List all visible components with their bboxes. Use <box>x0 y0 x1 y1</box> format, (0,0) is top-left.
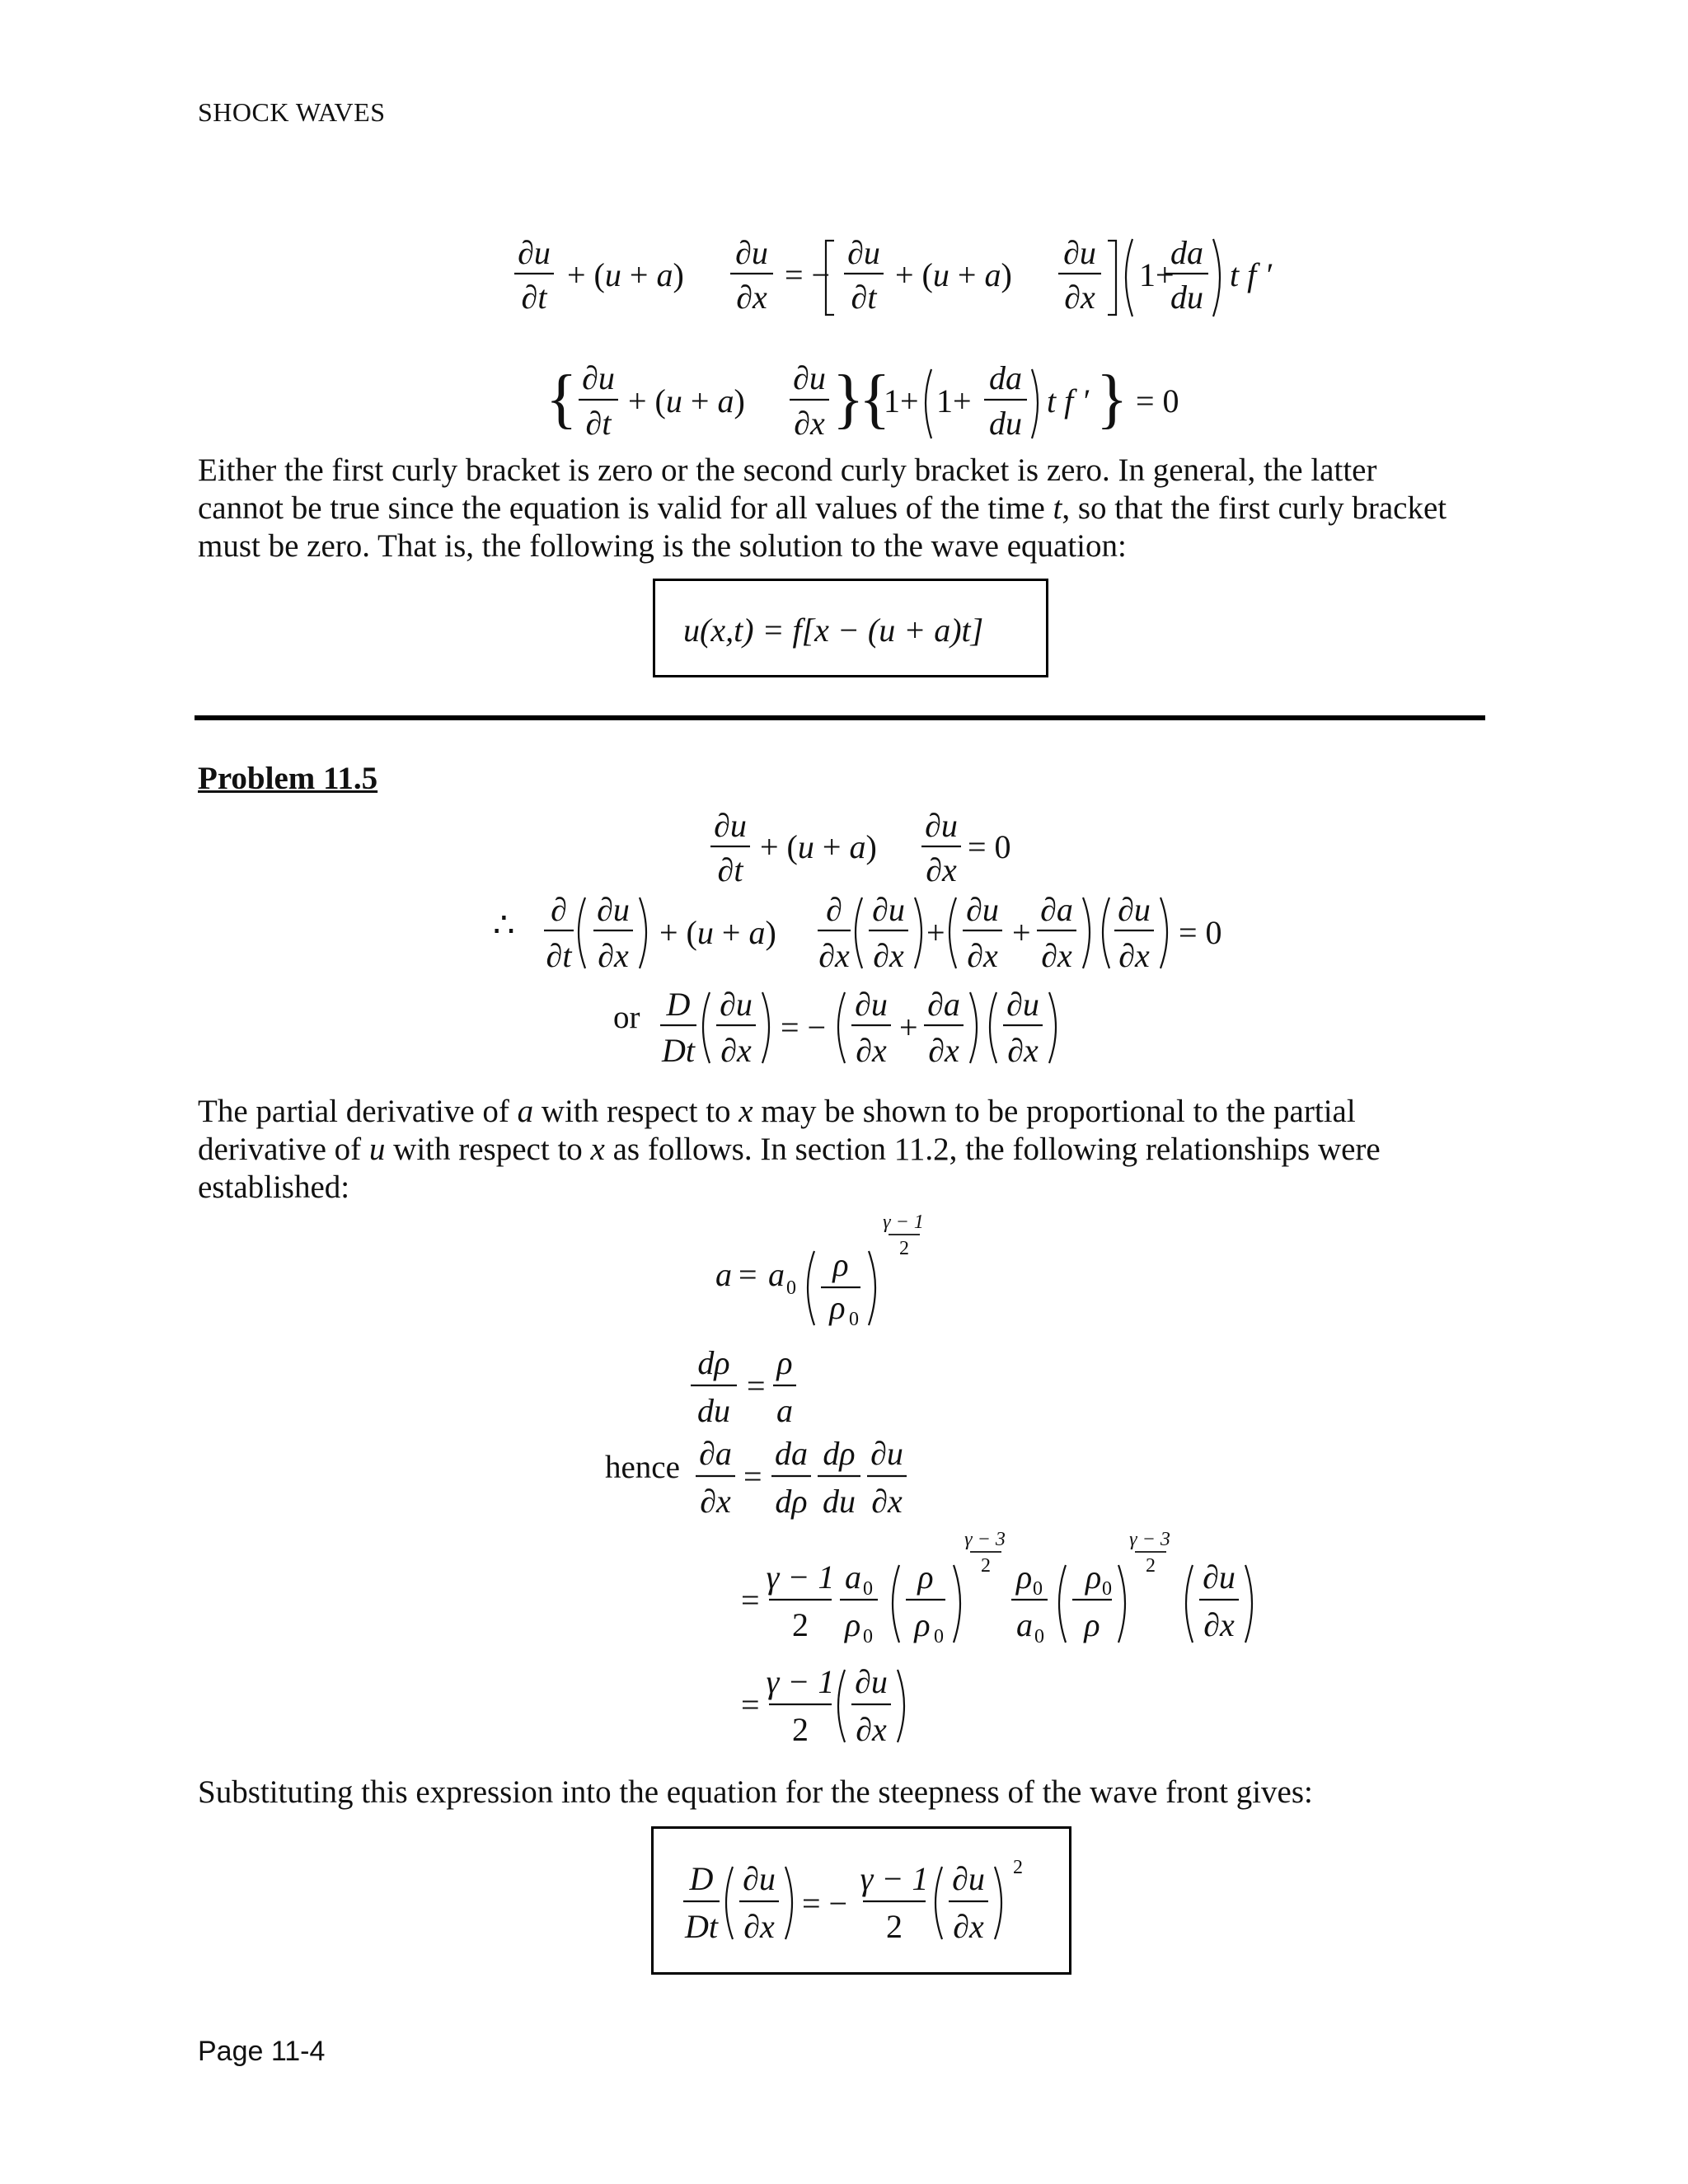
equation-equals-zero <box>1136 354 1202 462</box>
svg-text:0: 0 <box>1102 1578 1112 1600</box>
svg-text:∂x: ∂x <box>871 1483 903 1520</box>
svg-text:∂u: ∂u <box>952 1860 985 1897</box>
svg-text:0: 0 <box>863 1578 873 1600</box>
svg-text:0: 0 <box>786 1277 796 1299</box>
svg-text:2: 2 <box>886 1908 903 1945</box>
svg-text:∂u: ∂u <box>735 234 768 271</box>
svg-text:t f ′: t f ′ <box>1047 382 1089 419</box>
svg-text:∂x: ∂x <box>856 1032 887 1069</box>
svg-text:∂x: ∂x <box>818 937 850 974</box>
svg-text:∂x: ∂x <box>926 851 957 888</box>
svg-text:∂a: ∂a <box>1040 891 1073 928</box>
equation-equals-zero-2 <box>1179 886 1245 985</box>
steepness-equation-formula <box>678 1850 1049 1957</box>
svg-text:du: du <box>989 405 1022 442</box>
svg-text:∂t: ∂t <box>851 279 877 316</box>
svg-text:ρ: ρ <box>1016 1558 1033 1596</box>
svg-text:=: = <box>738 1256 757 1293</box>
svg-text:+ (u + a): + (u + a) <box>895 256 1012 293</box>
svg-text:∂x: ∂x <box>743 1908 775 1945</box>
svg-text:D: D <box>666 986 691 1023</box>
page-number: Page 11-4 <box>198 2036 326 2067</box>
svg-text:1+: 1+ <box>936 382 972 419</box>
svg-text:a: a <box>845 1558 861 1596</box>
svg-text:+: + <box>926 914 945 951</box>
svg-text:ρ: ρ <box>829 1289 846 1326</box>
svg-text:=: = <box>741 1582 760 1619</box>
equation-tail-tf <box>1226 223 1292 338</box>
svg-text:∂x: ∂x <box>967 937 998 974</box>
svg-text:γ − 1: γ − 1 <box>860 1860 929 1897</box>
equation-material-derivative <box>655 981 1067 1080</box>
svg-text:γ − 3: γ − 3 <box>964 1529 1006 1550</box>
equation-sound-speed-density <box>709 1212 940 1335</box>
svg-text:ρ: ρ <box>917 1558 934 1596</box>
svg-text:∂u: ∂u <box>714 807 747 844</box>
svg-text:γ − 1: γ − 1 <box>766 1663 835 1700</box>
svg-text:1+: 1+ <box>884 382 919 419</box>
svg-text:a: a <box>715 1256 732 1293</box>
equation-expanded-product <box>738 1529 1265 1652</box>
svg-text:∂u: ∂u <box>847 234 880 271</box>
paragraph-either-bracket: Either the first curly bracket is zero or the second curly bracket is zero. In general, the latter cannot be true since the equation is valid for all values of the time t, so that the first curly bracket must be zero. That is, the following is the solution to the wave equation: <box>198 452 1447 564</box>
svg-text:∂u: ∂u <box>925 807 958 844</box>
svg-text:∂x: ∂x <box>700 1483 731 1520</box>
boxed-wave-solution <box>653 579 1048 677</box>
svg-text:da: da <box>775 1435 808 1472</box>
svg-text:∂a: ∂a <box>927 986 960 1023</box>
svg-text:∂: ∂ <box>551 891 567 928</box>
svg-text:}: } <box>832 363 865 435</box>
svg-text:∂u: ∂u <box>872 891 905 928</box>
word-or: or <box>613 1000 640 1035</box>
svg-text:2: 2 <box>792 1711 809 1748</box>
svg-text:+: + <box>1012 914 1031 951</box>
svg-text:+: + <box>899 1009 918 1046</box>
svg-text:= 0: = 0 <box>1179 914 1222 951</box>
svg-text:+ (u + a): + (u + a) <box>567 256 684 293</box>
svg-text:Dt: Dt <box>662 1032 695 1069</box>
svg-text:∂u: ∂u <box>582 359 615 396</box>
svg-text:2: 2 <box>1013 1857 1023 1878</box>
svg-text:}: } <box>1096 363 1128 435</box>
svg-text:da: da <box>1170 234 1203 271</box>
svg-text:∂: ∂ <box>826 891 842 928</box>
svg-text:∂u: ∂u <box>966 891 999 928</box>
svg-text:∂x: ∂x <box>953 1908 984 1945</box>
svg-text:∂t: ∂t <box>585 405 612 442</box>
svg-text:2: 2 <box>1146 1555 1156 1577</box>
svg-text:a: a <box>768 1256 785 1293</box>
svg-text:∂x: ∂x <box>598 937 629 974</box>
equation-drho-du <box>684 1339 816 1430</box>
svg-text:=: = <box>747 1367 766 1404</box>
svg-text:∂t: ∂t <box>521 279 547 316</box>
svg-text:ρ: ρ <box>914 1606 931 1643</box>
svg-text:∂x: ∂x <box>1041 937 1072 974</box>
svg-text:γ − 3: γ − 3 <box>1129 1529 1170 1550</box>
svg-text:= −: = − <box>785 256 831 293</box>
svg-text:=: = <box>743 1458 762 1495</box>
svg-text:∂x: ∂x <box>856 1711 887 1748</box>
svg-text:∂x: ∂x <box>720 1032 752 1069</box>
svg-text:2: 2 <box>899 1238 909 1259</box>
svg-text:2: 2 <box>792 1606 809 1643</box>
svg-text:dρ: dρ <box>775 1483 808 1520</box>
svg-text:ρ: ρ <box>832 1246 849 1283</box>
svg-text:∂u: ∂u <box>870 1435 903 1472</box>
svg-text:2: 2 <box>981 1555 991 1577</box>
svg-text:=: = <box>741 1686 760 1723</box>
svg-text:∂x: ∂x <box>794 405 825 442</box>
svg-text:{: { <box>546 363 578 435</box>
svg-text:ρ: ρ <box>1084 1606 1100 1643</box>
svg-text:∂u: ∂u <box>720 986 753 1023</box>
running-header: SHOCK WAVES <box>198 97 386 127</box>
svg-text:= −: = − <box>802 1885 848 1922</box>
svg-text:0: 0 <box>934 1626 944 1647</box>
svg-text:∂u: ∂u <box>1063 234 1096 271</box>
svg-text:∂x: ∂x <box>736 279 767 316</box>
svg-text:∂u: ∂u <box>793 359 826 396</box>
svg-text:= −: = − <box>781 1009 827 1046</box>
equation-differentiated <box>536 886 1195 985</box>
svg-text:∂t: ∂t <box>717 851 743 888</box>
svg-text:+ (u + a): + (u + a) <box>628 382 745 419</box>
equation-wave-derivation <box>495 223 1236 338</box>
svg-text:∂x: ∂x <box>1118 937 1150 974</box>
svg-text:∂u: ∂u <box>597 891 630 928</box>
svg-text:∂u: ∂u <box>855 1663 888 1700</box>
paragraph-partial-derivative: The partial derivative of a with respect to x may be shown to be proportional to the partial derivative of u with respect to x as follows. In section 11.2, the following relationships were established: <box>198 1094 1381 1205</box>
svg-text:dρ: dρ <box>823 1435 856 1472</box>
equation-wave-equation <box>701 804 1011 894</box>
svg-text:+ (u + a): + (u + a) <box>659 914 776 951</box>
boxed-steepness-equation <box>651 1826 1071 1975</box>
svg-text:du: du <box>1170 279 1203 316</box>
problem-heading: Problem 11.5 <box>198 761 378 796</box>
svg-text:ρ: ρ <box>776 1344 793 1381</box>
svg-text:du: du <box>697 1392 730 1429</box>
svg-text:a: a <box>1016 1606 1033 1643</box>
svg-text:du: du <box>823 1483 856 1520</box>
svg-text:+ (u + a): + (u + a) <box>760 828 877 865</box>
svg-text:D: D <box>689 1860 714 1897</box>
wave-solution-formula: u(x,t) = f[x − (u + a)t] <box>683 612 984 649</box>
svg-text:{: { <box>859 363 891 435</box>
svg-text:∂u: ∂u <box>743 1860 776 1897</box>
svg-text:∂u: ∂u <box>1006 986 1039 1023</box>
svg-text:Dt: Dt <box>685 1908 718 1945</box>
svg-text:1+: 1+ <box>1139 256 1175 293</box>
section-divider <box>195 715 1485 720</box>
svg-text:∂u: ∂u <box>1203 1558 1236 1596</box>
svg-text:γ − 1: γ − 1 <box>766 1558 835 1596</box>
svg-text:ρ: ρ <box>1085 1558 1102 1596</box>
svg-text:∂x: ∂x <box>1203 1606 1235 1643</box>
svg-text:∂x: ∂x <box>1007 1032 1039 1069</box>
svg-text:∂a: ∂a <box>699 1435 732 1472</box>
svg-text:da: da <box>989 359 1022 396</box>
svg-text:∂u: ∂u <box>855 986 888 1023</box>
word-hence: hence <box>605 1450 680 1485</box>
svg-text:∂u: ∂u <box>1118 891 1151 928</box>
svg-text:a: a <box>776 1392 793 1429</box>
svg-text:∂x: ∂x <box>1064 279 1095 316</box>
svg-text:∂x: ∂x <box>928 1032 959 1069</box>
svg-text:∂u: ∂u <box>518 234 551 271</box>
equation-chain-rule <box>691 1430 921 1521</box>
svg-text:0: 0 <box>1033 1578 1043 1600</box>
therefore-symbol: ∴ <box>493 907 515 944</box>
svg-text:γ − 1: γ − 1 <box>883 1212 924 1233</box>
svg-text:0: 0 <box>849 1309 859 1330</box>
svg-text:0: 0 <box>1034 1626 1044 1647</box>
paragraph-substituting: Substituting this expression into the equation for the steepness of the wave front gives: <box>198 1774 1313 1810</box>
equation-simplified-result <box>738 1657 935 1755</box>
svg-text:t f ′: t f ′ <box>1230 256 1272 293</box>
svg-text:= 0: = 0 <box>968 828 1011 865</box>
svg-text:0: 0 <box>863 1626 873 1647</box>
svg-text:∂t: ∂t <box>546 937 572 974</box>
equation-curly-brackets <box>544 354 1137 462</box>
svg-text:= 0: = 0 <box>1136 382 1179 419</box>
svg-text:dρ: dρ <box>697 1344 730 1381</box>
svg-text:ρ: ρ <box>845 1606 861 1643</box>
svg-text:∂x: ∂x <box>873 937 904 974</box>
